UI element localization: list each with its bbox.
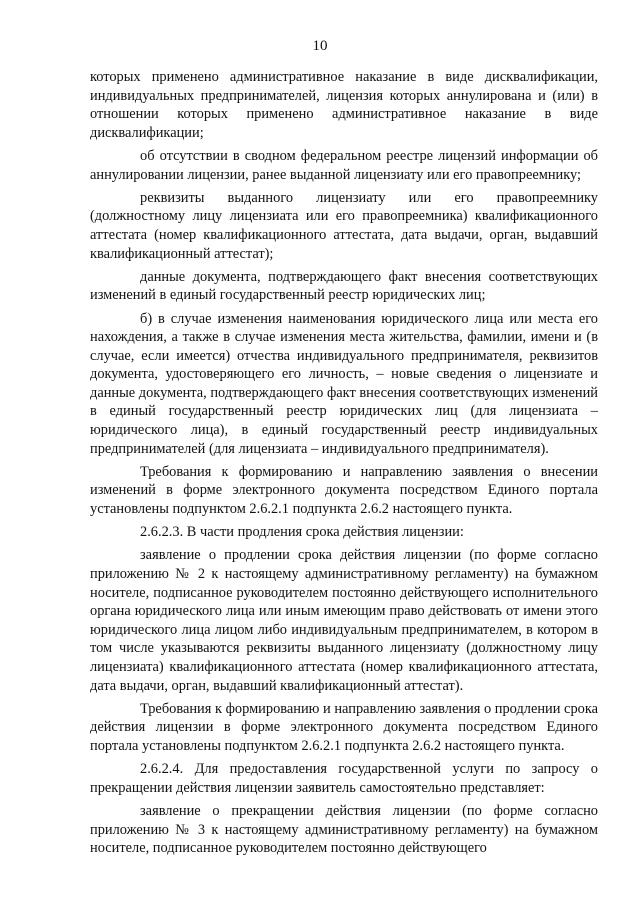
paragraph: Требования к формированию и направлению заявления о внесении изменений в форме электронного документа посредством Единого портала установлены подпунктом 2.6.2.1 подпункта 2.6.2 настоящего пункта. <box>90 463 598 518</box>
document-body <box>90 68 598 862</box>
paragraph: реквизиты выданного лицензиату или его правопреемнику (должностному лицу лицензиата или его правопреемника) квалификационного аттестата (номер квалификационного аттестата, дата выдачи, орган, выдавший квалификационный аттестат); <box>90 189 598 262</box>
paragraph: заявление о продлении срока действия лицензии (по форме согласно приложению № 2 к настоящему административному регламенту) на бумажном носителе, подписанное руководителем постоянно действующего исполнительного органа юридического лица или иным имеющим право действовать от имени этого юридического лица лицом либо индивидуальным предпринимателем, в котором в том числе указываются реквизиты выданного лицензиату (должностному лицу лицензиата) квалификационного аттестата (номер квалификационного аттестата, дата выдачи, орган, выдавший квалификационный аттестат). <box>90 547 598 694</box>
paragraph: б) в случае изменения наименования юридического лица или места его нахождения, а также в случае изменения места жительства, фамилии, имени и (в случае, если имеется) отчества индивидуального предпринимателя, реквизитов документа, удостоверяющего его личность, – новые сведения о лицензиате и данные документа, подтверждающего факт внесения соответствующих изменений в единый государственный реестр юридических лиц (для лицензиата – юридического лица), в единый государственный реестр индивидуальных предпринимателей (для лицензиата – индивидуального предпринимателя). <box>90 310 598 457</box>
paragraph-continuation: которых применено административное наказание в виде дисквалификации, индивидуальных предпринимателей, лицензия которых аннулирована и (или) в отношении которых применено административное наказание в виде дисквалификации; <box>90 69 598 141</box>
section-heading-2-6-2-3: 2.6.2.3. В части продления срока действия лицензии: <box>140 524 464 541</box>
paragraph: Требования к формированию и направлению заявления о продлении срока действия лицензии в форме электронного документа посредством Единого портала установлены подпунктом 2.6.2.1 подпункта 2.6.2 настоящего пункта. <box>90 700 598 754</box>
page-number: 10 <box>312 38 328 54</box>
paragraph: об отсутствии в сводном федеральном реестре лицензий информации об аннулировании лицензии, ранее выданной лицензиату или его правопреемнику; <box>90 147 598 183</box>
paragraph: данные документа, подтверждающего факт внесения соответствующих изменений в единый государственный реестр юридических лиц; <box>90 268 598 304</box>
paragraph: заявление о прекращении действия лицензии (по форме согласно приложению № 3 к настоящему административному регламенту) на бумажном носителе, подписанное руководителем постоянно действующего <box>90 802 598 857</box>
section-heading-2-6-2-4: 2.6.2.4. Для предоставления государственной услуги по запросу о прекращении действия лицензии заявитель самостоятельно представляет: <box>90 761 598 796</box>
